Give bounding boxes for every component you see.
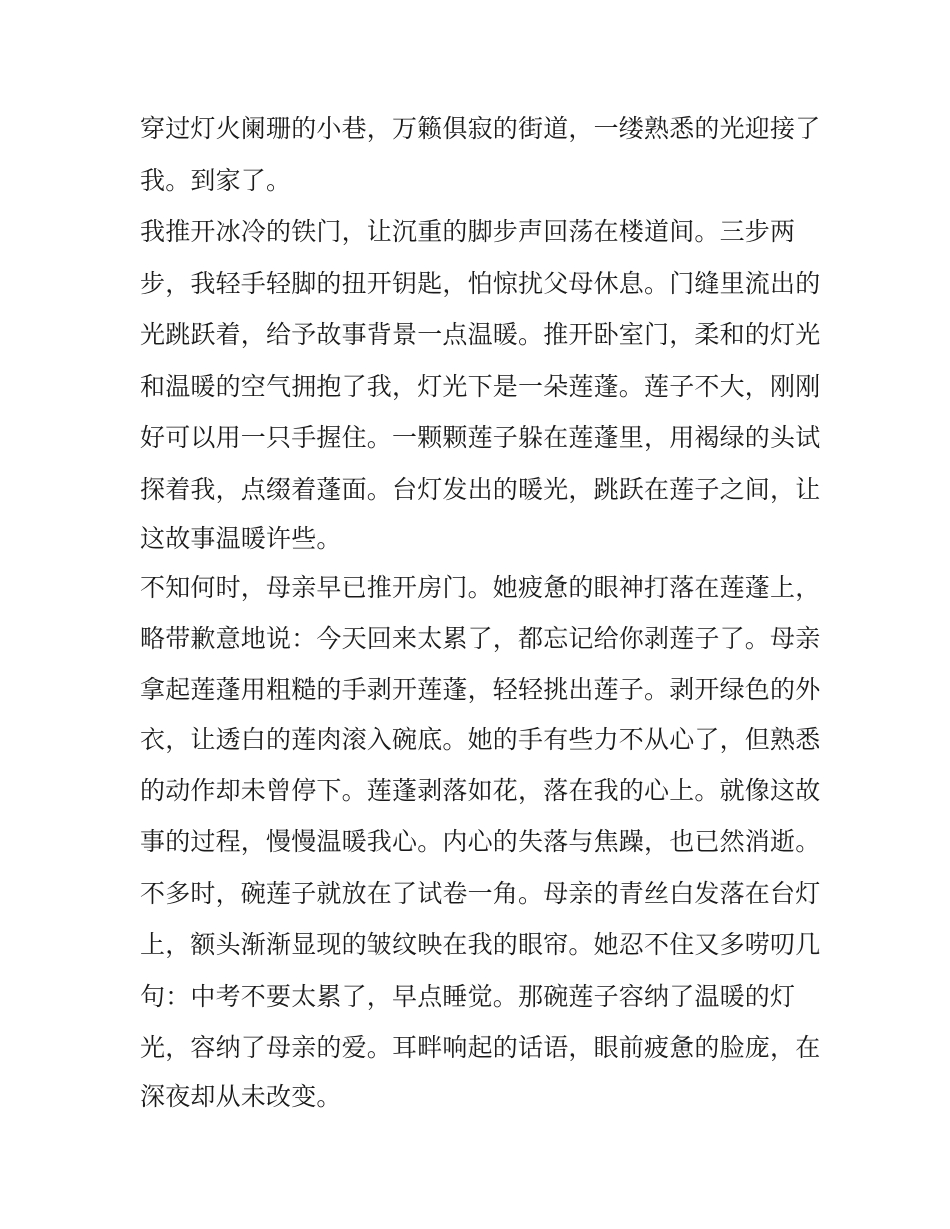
text-line: 这故事温暖许些。 bbox=[140, 524, 342, 553]
text-line: 光跳跃着，给予故事背景一点温暖。推开卧室门，柔和的灯光 bbox=[140, 320, 821, 349]
text-line: 和温暖的空气拥抱了我，灯光下是一朵莲蓬。莲子不大，刚刚 bbox=[140, 372, 821, 401]
text-line: 穿过灯火阑珊的小巷，万籁俱寂的街道，一缕熟悉的光迎接了 bbox=[140, 114, 821, 143]
text-line: 上，额头渐渐显现的皱纹映在我的眼帘。她忍不住又多唠叨几 bbox=[140, 930, 821, 959]
text-line: 拿起莲蓬用粗糙的手剥开莲蓬，轻轻挑出莲子。剥开绿色的外 bbox=[140, 675, 821, 704]
text-line: 衣，让透白的莲肉滚入碗底。她的手有些力不从心了，但熟悉 bbox=[140, 725, 821, 754]
text-line: 深夜却从未改变。 bbox=[140, 1082, 342, 1111]
text-line: 的动作却未曾停下。莲蓬剥落如花，落在我的心上。就像这故 bbox=[140, 776, 821, 805]
text-line: 句：中考不要太累了，早点睡觉。那碗莲子容纳了温暖的灯 bbox=[140, 982, 796, 1011]
text-line: 事的过程，慢慢温暖我心。内心的失落与焦躁，也已然消逝。 bbox=[140, 827, 821, 856]
text-line: 略带歉意地说：今天回来太累了，都忘记给你剥莲子了。母亲 bbox=[140, 624, 821, 653]
text-line: 好可以用一只手握住。一颗颗莲子躲在莲蓬里，用褐绿的头试 bbox=[140, 423, 821, 452]
text-line: 我推开冰冷的铁门，让沉重的脚步声回荡在楼道间。三步两 bbox=[140, 217, 796, 246]
text-line: 步，我轻手轻脚的扭开钥匙，怕惊扰父母休息。门缝里流出的 bbox=[140, 269, 821, 298]
text-line: 光，容纳了母亲的爱。耳畔响起的话语，眼前疲惫的脸庞，在 bbox=[140, 1033, 821, 1062]
text-line: 我。到家了。 bbox=[140, 166, 292, 195]
text-line: 不多时，碗莲子就放在了试卷一角。母亲的青丝白发落在台灯 bbox=[140, 879, 821, 908]
text-line: 探着我，点缀着蓬面。台灯发出的暖光，跳跃在莲子之间，让 bbox=[140, 475, 821, 504]
text-line: 不知何时，母亲早已推开房门。她疲惫的眼神打落在莲蓬上， bbox=[140, 573, 821, 602]
